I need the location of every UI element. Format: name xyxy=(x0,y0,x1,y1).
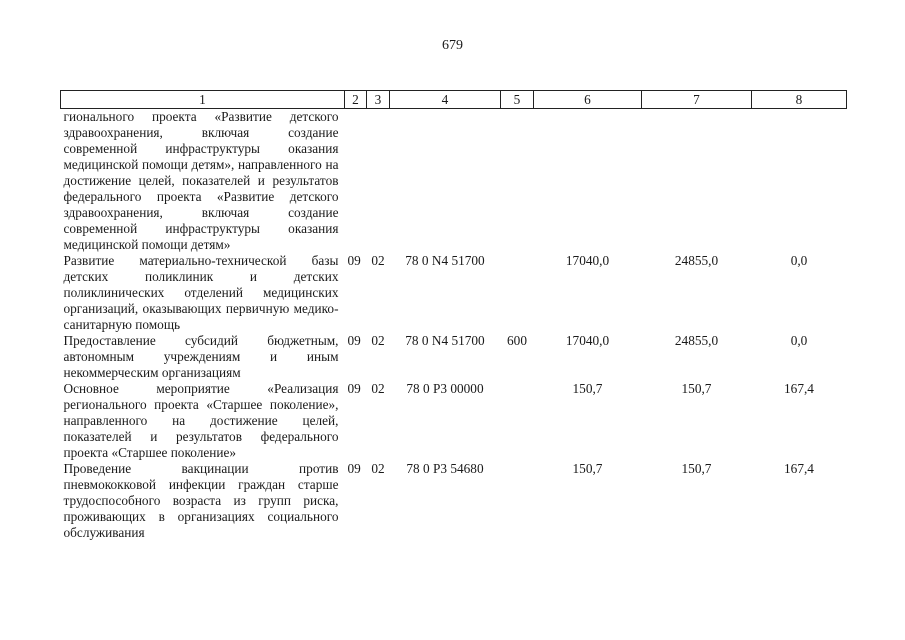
cell-pr: 02 xyxy=(371,381,385,396)
table-row xyxy=(61,461,847,541)
cell-year-1 xyxy=(534,109,642,254)
cell-year-2: 150,7 xyxy=(681,381,712,396)
cell-vr xyxy=(501,381,534,461)
table-row xyxy=(61,253,847,333)
cell-year-3: 0,0 xyxy=(790,333,808,348)
cell-pr: 02 xyxy=(371,253,385,268)
cell-year-3: 167,4 xyxy=(784,461,814,476)
cell-pr: 02 xyxy=(371,461,385,476)
column-header: 8 xyxy=(752,91,847,109)
table-row xyxy=(61,109,847,254)
table-row xyxy=(61,333,847,381)
column-header: 6 xyxy=(534,91,642,109)
cell-rz: 09 xyxy=(347,381,361,396)
cell-year-1: 17040,0 xyxy=(565,253,610,268)
cell-vr: 600 xyxy=(507,333,527,348)
cell-vr xyxy=(501,109,534,254)
cell-rz: 09 xyxy=(347,253,361,268)
cell-csr: 78 0 N4 51700 xyxy=(405,333,485,348)
cell-year-2: 24855,0 xyxy=(674,253,719,268)
column-header: 5 xyxy=(501,91,534,109)
column-header: 3 xyxy=(367,91,390,109)
column-header: 7 xyxy=(642,91,752,109)
cell-csr: 78 0 P3 00000 xyxy=(406,381,484,396)
column-header: 1 xyxy=(61,91,345,109)
row-name: Проведение вакцинации против пневмококковой инфекции граждан старше трудоспособного возраста из групп риска, проживающих в организациях социального обслуживания xyxy=(63,461,339,540)
row-name: Предоставление субсидий бюджетным, автономным учреждениям и иным некоммерческим организациям xyxy=(63,333,339,380)
cell-year-3: 0,0 xyxy=(790,253,808,268)
table-row xyxy=(61,381,847,461)
cell-vr xyxy=(501,461,534,541)
cell-year-1: 150,7 xyxy=(572,461,603,476)
cell-year-2: 24855,0 xyxy=(674,333,719,348)
column-header: 4 xyxy=(390,91,501,109)
cell-csr xyxy=(390,109,501,254)
cell-rz xyxy=(345,109,367,254)
cell-year-2 xyxy=(642,109,752,254)
row-name: гионального проекта «Развитие детского здравоохранения, включая создание современной инфраструктуры оказания медицинской помощи детям», направленного на достижение целей, показателей и результатов федерального проекта «Развитие детского здравоохранения, включая создание современной инфраструктуры оказания медицинской помощи детям» xyxy=(63,109,339,252)
cell-csr: 78 0 N4 51700 xyxy=(405,253,485,268)
cell-year-1: 17040,0 xyxy=(565,333,610,348)
cell-rz: 09 xyxy=(347,461,361,476)
cell-year-3: 167,4 xyxy=(784,381,814,396)
row-name: Развитие материально-технической базы детских поликлиник и детских поликлинических отделений медицинских организаций, оказывающих первичную медико-санитарную помощь xyxy=(63,253,339,332)
cell-rz: 09 xyxy=(347,333,361,348)
cell-year-3 xyxy=(752,109,847,254)
row-name: Основное мероприятие «Реализация регионального проекта «Старшее поколение», направленного на достижение целей, показателей и результатов федерального проекта «Старшее поколение» xyxy=(63,381,339,460)
cell-pr: 02 xyxy=(371,333,385,348)
budget-table xyxy=(60,90,847,541)
cell-year-2: 150,7 xyxy=(681,461,712,476)
cell-vr xyxy=(501,253,534,333)
column-header: 2 xyxy=(345,91,367,109)
table-header-row xyxy=(61,91,847,109)
cell-year-1: 150,7 xyxy=(572,381,603,396)
cell-csr: 78 0 P3 54680 xyxy=(406,461,484,476)
page-number: 679 xyxy=(442,38,463,53)
cell-pr xyxy=(367,109,390,254)
